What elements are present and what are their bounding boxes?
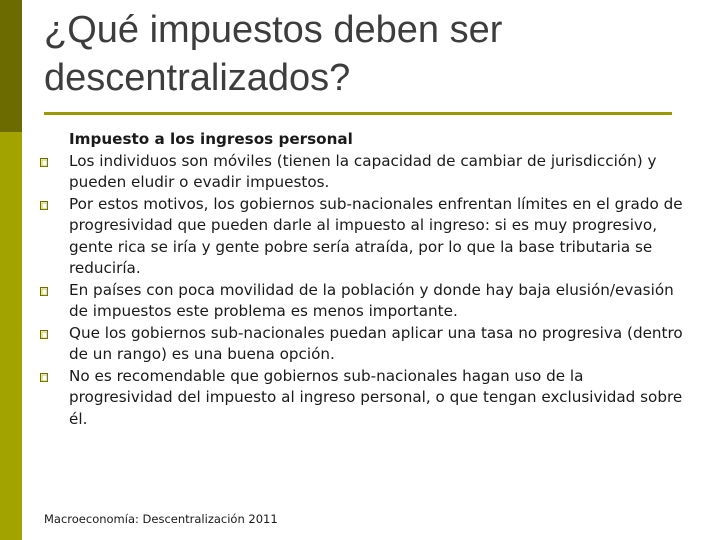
sidebar-accent-top	[0, 0, 22, 132]
bullet-text: Por estos motivos, los gobiernos sub-nacionales enfrentan límites en el grado de progresividad que pueden darle al impuesto al ingreso: si es muy progresivo, gente rica se iría y gente pobre sería atraída, por lo que la base tributaria se reduciría.	[69, 194, 683, 277]
slide-title-line1: ¿Qué impuestos deben ser	[44, 9, 503, 51]
bullet-item	[40, 194, 690, 280]
hollow-square-bullet-icon	[40, 201, 49, 211]
sidebar-accent-bottom	[0, 132, 22, 540]
bullet-item	[40, 151, 690, 194]
bullet-item	[40, 323, 690, 366]
bullet-text: No es recomendable que gobiernos sub-nacionales hagan uso de la progresividad del impuesto al ingreso personal, o que tengan exclusividad sobre él.	[69, 366, 683, 428]
slide-body	[40, 129, 690, 430]
section-heading: Impuesto a los ingresos personal	[69, 130, 353, 148]
bullet-text: Los individuos son móviles (tienen la capacidad de cambiar de jurisdicción) y pueden eludir o evadir impuestos.	[69, 151, 657, 191]
bullet-item	[40, 366, 690, 431]
title-underline	[44, 112, 672, 115]
bullet-text: Que los gobiernos sub-nacionales puedan aplicar una tasa no progresiva (dentro de un rango) es una buena opción.	[69, 323, 683, 363]
bullet-item	[40, 280, 690, 323]
bullet-list	[40, 151, 690, 431]
slide-title-line2: descentralizados?	[44, 57, 351, 99]
slide-footer: Macroeconomía: Descentralización 2011	[44, 512, 278, 526]
hollow-square-bullet-icon	[40, 287, 49, 297]
hollow-square-bullet-icon	[40, 330, 49, 340]
bullet-text: En países con poca movilidad de la población y donde hay baja elusión/evasión de impuestos este problema es menos importante.	[69, 280, 674, 320]
slide-title	[44, 6, 684, 102]
hollow-square-bullet-icon	[40, 158, 49, 168]
hollow-square-bullet-icon	[40, 373, 49, 383]
